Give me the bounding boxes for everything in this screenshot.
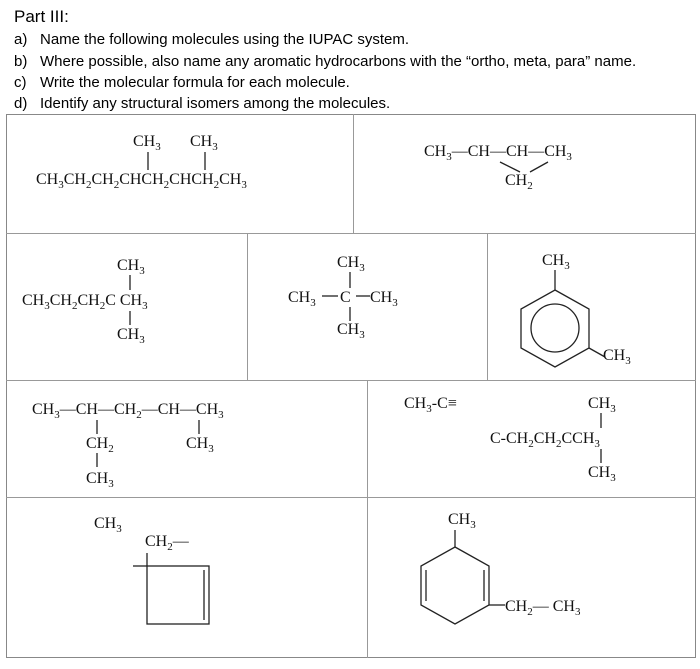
methylene-label: $CH_2$	[86, 435, 114, 455]
methylene-label: $CH_2—$	[145, 533, 189, 553]
main-chain-label: $CH_3—CH—CH—CH_3$	[424, 143, 572, 163]
list-marker: d)	[14, 95, 28, 112]
methyl-label: $CH_3$	[117, 326, 145, 346]
cyclohexadiene-ring	[421, 547, 489, 624]
main-chain-label: $CH_3CH_2CH_2CHCH_2CHCH_2CH_3$	[36, 171, 247, 191]
ethyl-label: $CH_2—$ $CH_3$	[505, 598, 581, 618]
main-chain-label: $CH_3CH_2CH_2C$ $CH_3$	[22, 292, 148, 312]
methyl-label: $CH_3$	[542, 252, 570, 272]
molecule-1	[36, 133, 247, 191]
methyl-label: $CH_3$	[588, 464, 616, 484]
list-marker: a)	[14, 31, 28, 48]
methyl-label: $CH_3$	[603, 347, 631, 367]
carbon-label: C	[340, 289, 351, 306]
methyl-label: $CH_3$	[94, 515, 122, 535]
methyl-label: $CH_3$	[86, 470, 114, 490]
molecule-6	[32, 401, 224, 490]
list-item-text: Where possible, also name any aromatic hydrocarbons with the “ortho, meta, para” name.	[40, 53, 637, 70]
list-marker: c)	[14, 74, 27, 91]
methylene-label: $CH_2$	[505, 172, 533, 192]
molecule-9	[421, 511, 581, 624]
methyl-label: $CH_3$	[370, 289, 398, 309]
aromatic-circle	[531, 304, 579, 352]
list-item-text: Write the molecular formula for each molecule.	[40, 74, 350, 91]
list-marker: b)	[14, 53, 28, 70]
methyl-label: $CH_3$	[337, 254, 365, 274]
molecule-2	[424, 143, 572, 192]
list-item-text: Identify any structural isomers among the molecules.	[40, 95, 391, 112]
molecule-7	[404, 395, 616, 484]
methyl-label: $CH_3$	[117, 257, 145, 277]
main-chain-label: $C-CH_2CH_2CCH_3$	[490, 430, 600, 450]
methyl-label: $CH_3$	[448, 511, 476, 531]
molecule-5	[521, 252, 631, 367]
bond-line	[530, 162, 548, 172]
molecule-8	[94, 515, 209, 624]
methyl-label: $CH_3$	[288, 289, 316, 309]
methyl-label: $CH_3$	[186, 435, 214, 455]
methyl-label: $CH_3$	[190, 133, 218, 153]
molecule-4	[288, 254, 398, 341]
main-chain-label: $CH_3—CH—CH_2—CH—CH_3$	[32, 401, 224, 421]
bond-line	[500, 162, 520, 172]
methyl-label: $CH_3$	[133, 133, 161, 153]
methyl-label: $CH_3$	[588, 395, 616, 415]
molecule-3	[22, 257, 148, 346]
methyl-label: $CH_3$	[337, 321, 365, 341]
cyclobutene-ring	[147, 566, 209, 624]
page-title: Part III:	[14, 7, 69, 26]
list-item-text: Name the following molecules using the IUPAC system.	[40, 31, 410, 48]
alkyne-label: $CH_3-C\equiv$	[404, 395, 457, 415]
